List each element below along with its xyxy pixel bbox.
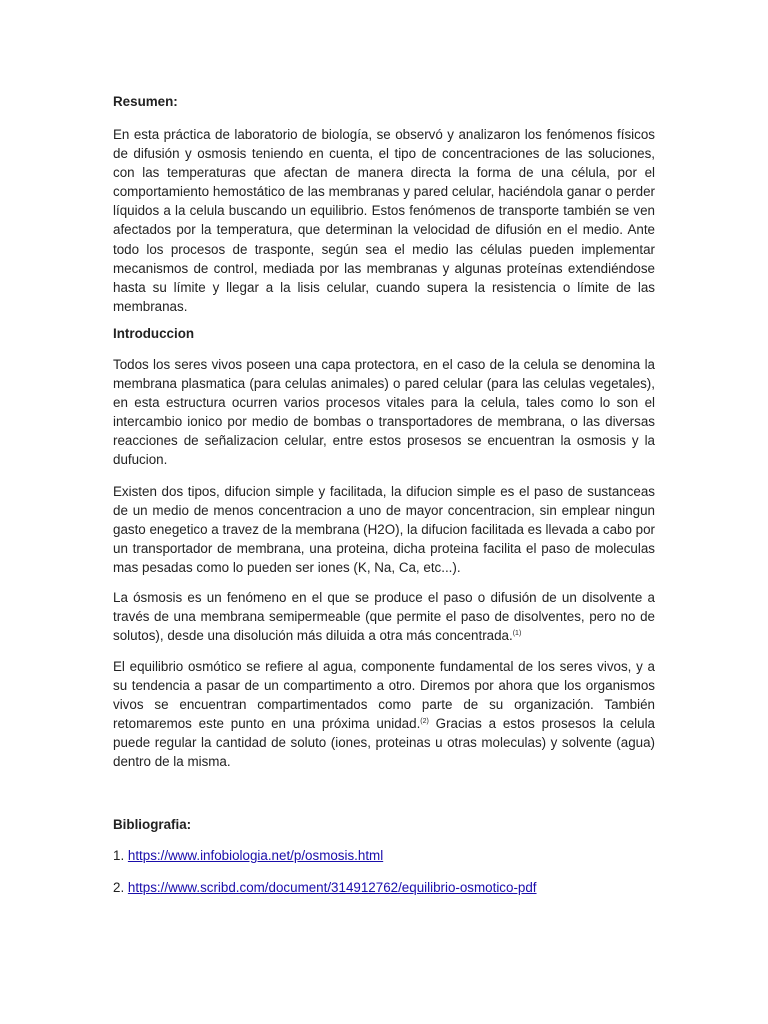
bibliografia-link-1[interactable]: https://www.infobiologia.net/p/osmosis.html bbox=[127, 848, 384, 863]
bibliografia-link-2[interactable]: https://www.scribd.com/document/314912762/equilibrio-osmotico-pdf bbox=[127, 880, 537, 895]
introduccion-paragraph-3-text: La ósmosis es un fenómeno en el que se produce el paso o difusión de un disolvente a través de una membrana semipermeable (que permite el paso de disolventes, pero no de solutos), desde una disolución más diluida a otra más concentrada. bbox=[113, 590, 655, 644]
introduccion-paragraph-4 bbox=[113, 657, 655, 772]
introduccion-paragraph-1: Todos los seres vivos poseen una capa protectora, en el caso de la celula se denomina la membrana plasmatica (para celulas animales) o pared celular (para las celulas vegetales), en esta estructura ocurren varios procesos vitales para la celula, tales como lo son el intercambio ionico por medio de bombas o transportadores de membrana, o las diversas reacciones de señalizacion celular, entre estos prosesos se encuentran la osmosis y la dufucion. bbox=[113, 357, 655, 468]
introduccion-paragraph-4-text-a: El equilibrio osmótico se refiere al agua, componente fundamental de los seres vivos, y a su tendencia a pasar de un compartimento a otro. Diremos por ahora que los organismos vivos se encuentran compartimentados como parte de su organización. También retomaremos este punto en una próxima unidad. bbox=[113, 659, 655, 732]
bibliografia-item-1 bbox=[113, 846, 383, 865]
footnote-ref-1: (1) bbox=[512, 630, 522, 638]
introduccion-paragraph-4-text-b: Gracias a estos prosesos la celula puede regular la cantidad de soluto (iones, proteinas u otras moleculas) y solvente (agua) dentro de la misma. bbox=[113, 716, 655, 770]
bibliografia-item-2 bbox=[113, 878, 537, 897]
bibliografia-item-2-number: 2. bbox=[113, 880, 128, 895]
bibliografia-item-1-number: 1. bbox=[113, 848, 128, 863]
introduccion-paragraph-2: Existen dos tipos, difucion simple y facilitada, la difucion simple es el paso de sustanceas de un medio de menos concentracion a uno de mayor concentracion, sin emplear ningun gasto enegetico a travez de la membrana (H2O), la difucion facilitada es llevada a cabo por un transportador de membrana, una proteina, dicha proteina facilita el paso de moleculas mas pesadas como lo pueden ser iones (K, Na, Ca, etc...). bbox=[113, 484, 655, 576]
resumen-paragraph: En esta práctica de laboratorio de biología, se observó y analizaron los fenómenos físicos de difusión y osmosis teniendo en cuenta, el tipo de concentraciones de las soluciones, con las temperaturas que afectan de manera directa la forma de una célula, por el comportamiento hemostático de las membranas y pared celular, haciéndola ganar o perder líquidos a la celula buscando un equilibrio. Estos fenómenos de transporte también se ven afectados por la temperatura, que determinan la velocidad de difusión en el medio. Ante todo los procesos de trasponte, según sea el medio las células pueden implementar mecanismos de control, mediada por las membranas y algunas proteínas extendiéndose hasta su límite y llegar a la lisis celular, cuando supera la resistencia o límite de las membranas. bbox=[113, 127, 655, 314]
introduccion-heading: Introduccion bbox=[113, 326, 195, 341]
bibliografia-heading: Bibliografia: bbox=[113, 817, 192, 832]
footnote-ref-2: (2) bbox=[420, 718, 429, 726]
resumen-heading: Resumen: bbox=[113, 94, 178, 109]
introduccion-paragraph-3 bbox=[113, 588, 655, 645]
